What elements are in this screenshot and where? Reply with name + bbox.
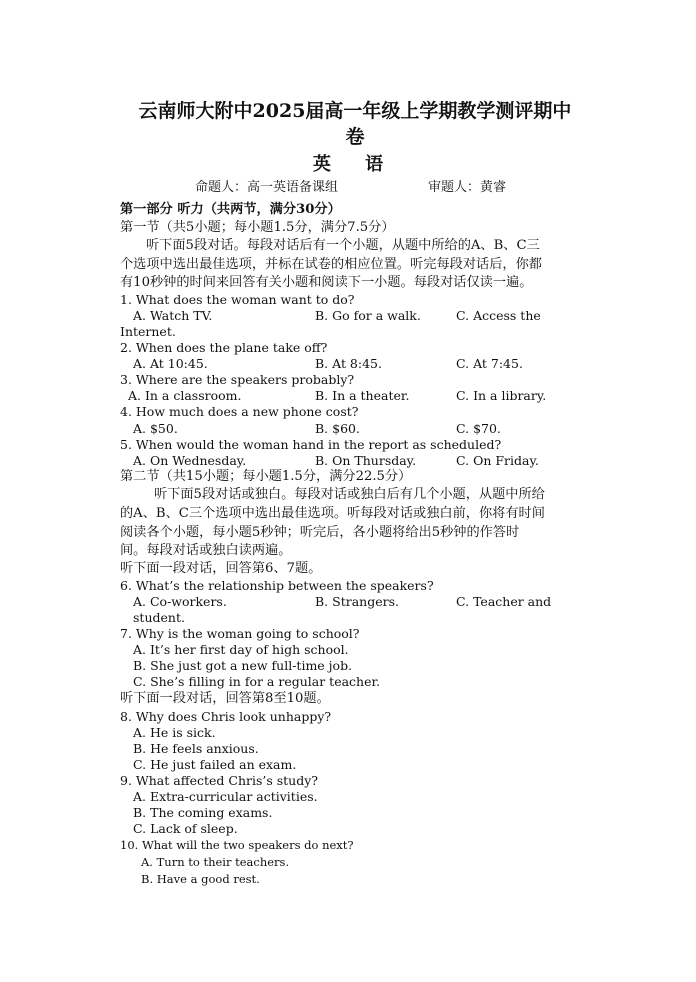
option-b: B. Go for a walk. — [315, 308, 421, 323]
section2-instruction: 阅读各个小题，每小题5秒钟；听完后，各小题将给出5秒钟的作答时 — [120, 525, 520, 540]
option-b: B. In a theater. — [315, 388, 410, 403]
option-c: C. Lack of sleep. — [133, 821, 238, 836]
question-stem: 10. What will the two speakers do next? — [120, 838, 354, 852]
option-c: C. Access the — [456, 308, 541, 323]
exam-title-line2: 卷 — [345, 126, 365, 148]
option-c: C. Teacher and — [456, 594, 552, 609]
exam-title-line1: 云南师大附中2025届高一年级上学期教学测评期中 — [138, 100, 572, 122]
option-c: C. On Friday. — [456, 453, 539, 468]
option-a: A. It’s her first day of high school. — [133, 642, 349, 657]
option-c: C. He just failed an exam. — [133, 757, 297, 772]
option-c: C. $70. — [456, 421, 501, 436]
option-a: A. Turn to their teachers. — [141, 855, 290, 869]
option-a: A. Extra-curricular activities. — [133, 789, 318, 804]
option-b: B. He feels anxious. — [133, 741, 259, 756]
section1-instruction: 个选项中选出最佳选项，并标在试卷的相应位置。听完每段对话后，你都 — [120, 257, 542, 272]
question-stem: 3. Where are the speakers probably? — [120, 372, 355, 387]
question-stem: 5. When would the woman hand in the report as scheduled? — [120, 437, 502, 452]
option-a: A. $50. — [133, 421, 178, 436]
listening-direction: 听下面一段对话，回答第8至10题。 — [120, 691, 330, 706]
part1-heading: 第一部分 听力（共两节，满分30分） — [120, 202, 341, 217]
option-c: C. At 7:45. — [456, 356, 523, 371]
section2-instruction: 的A、B、C三个选项中选出最佳选项。听每段对话或独白前，你将有时间 — [120, 506, 545, 521]
option-b: B. She just got a new full-time job. — [133, 658, 353, 673]
option-b: B. $60. — [315, 421, 360, 436]
option-c: C. In a library. — [456, 388, 547, 403]
section1-instruction: 听下面5段对话。每段对话后有一个小题，从题中所给的A、B、C三 — [146, 238, 540, 253]
subject-title: 英 语 — [312, 154, 398, 175]
section2-instruction: 听下面5段对话或独白。每段对话或独白后有几个小题，从题中所给 — [154, 487, 545, 502]
section1-heading: 第一节（共5小题；每小题1.5分，满分7.5分） — [120, 220, 395, 235]
question-stem: 6. What’s the relationship between the speakers? — [120, 578, 434, 593]
question-stem: 8. Why does Chris look unhappy? — [120, 709, 332, 724]
option-b: B. Have a good rest. — [141, 872, 260, 886]
question-stem: 7. Why is the woman going to school? — [120, 626, 360, 641]
option-a: A. On Wednesday. — [133, 453, 247, 468]
option-c: C. She’s filling in for a regular teacher. — [133, 674, 381, 689]
option-a: A. In a classroom. — [128, 388, 242, 403]
option-c-continued: student. — [133, 610, 185, 625]
section2-instruction: 间。每段对话或独白读两遍。 — [120, 543, 292, 558]
option-b: B. On Thursday. — [315, 453, 417, 468]
option-c-continued: Internet. — [120, 324, 176, 339]
option-b: B. The coming exams. — [133, 805, 273, 820]
section1-instruction: 有10秒钟的时间来回答有关小题和阅读下一小题。每段对话仅读一遍。 — [120, 275, 533, 290]
option-b: B. Strangers. — [315, 594, 399, 609]
question-stem: 1. What does the woman want to do? — [120, 292, 355, 307]
question-stem: 4. How much does a new phone cost? — [120, 404, 359, 419]
question-stem: 9. What affected Chris’s study? — [120, 773, 318, 788]
section2-heading: 第二节（共15小题；每小题1.5分，满分22.5分） — [120, 469, 412, 484]
question-setter: 命题人：高一英语备课组 — [195, 180, 339, 195]
option-a: A. Co-workers. — [133, 594, 227, 609]
listening-direction: 听下面一段对话，回答第6、7题。 — [120, 561, 322, 576]
option-a: A. Watch TV. — [133, 308, 213, 323]
option-a: A. He is sick. — [133, 725, 216, 740]
option-a: A. At 10:45. — [133, 356, 208, 371]
option-b: B. At 8:45. — [315, 356, 382, 371]
question-stem: 2. When does the plane take off? — [120, 340, 328, 355]
question-reviewer: 审题人：黄睿 — [428, 180, 507, 195]
